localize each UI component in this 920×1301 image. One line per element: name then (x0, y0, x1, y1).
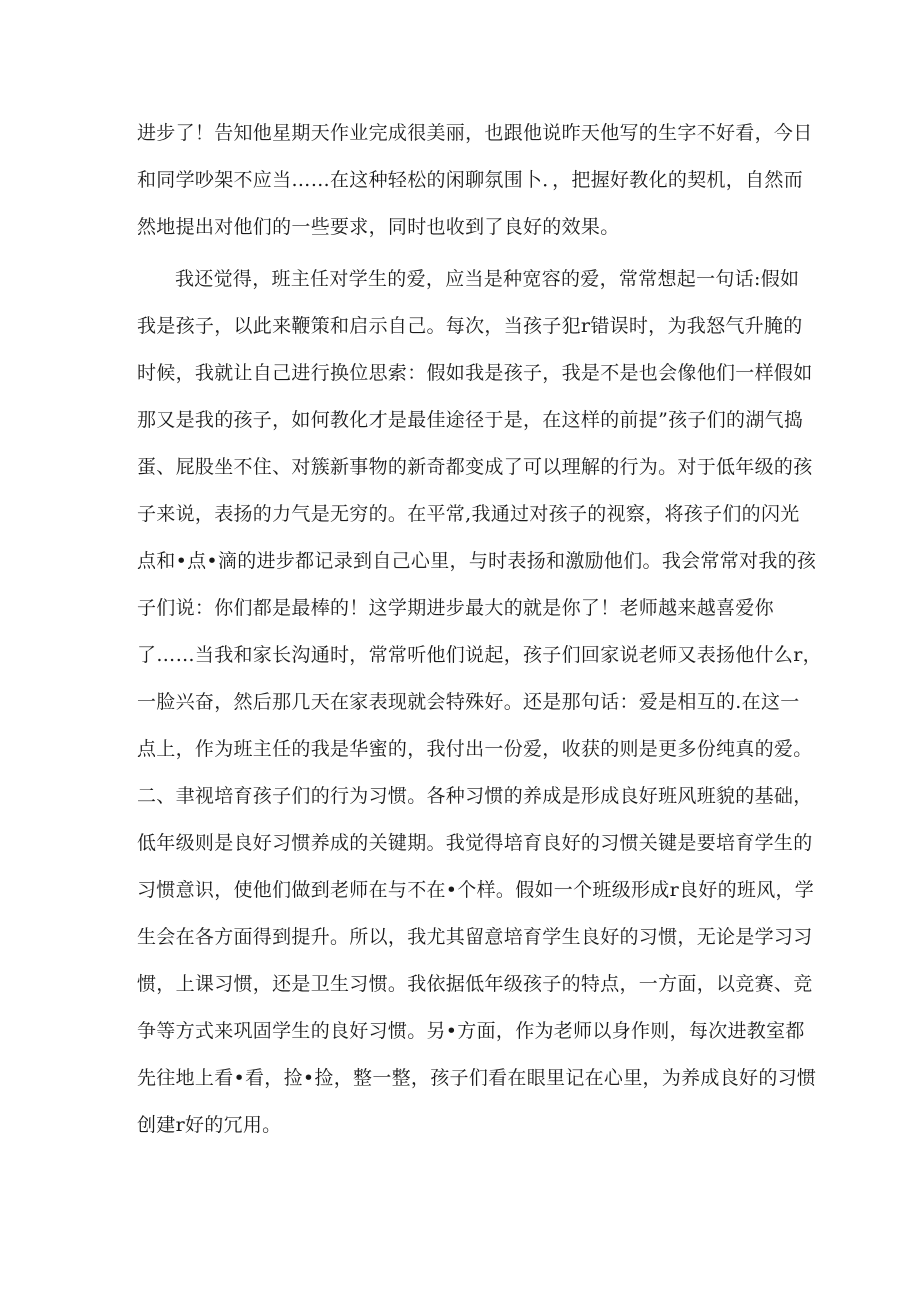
text-line: 进步了！告知他星期天作业完成很美丽，也跟他说昨天他写的生字不好看，今日 (137, 122, 813, 144)
text-line: 了……当我和家长沟通时，常常听他们说起，孩子们回家说老师又表扬他什么r， (137, 644, 822, 666)
text-line: 创建r好的冗用。 (137, 1114, 282, 1136)
text-line: 子来说，表扬的力气是无穷的。在平常,我通过对孩子的视察，将孩子们的闪光 (137, 503, 800, 525)
text-line: 先往地上看•看，捡•捡，整一整，孩子们看在眼里记在心里，为养成良好的习惯 (137, 1067, 817, 1089)
text-line: 生会在各方面得到提升。所以，我尤其留意培育学生良好的习惯，无论是学习习 (137, 926, 813, 948)
text-line: 点上，作为班主任的我是华蜜的，我付出一份爱，收获的则是更多份纯真的爱。 (137, 738, 813, 760)
text-line: 时候，我就让自己进行换位思索：假如我是孩子，我是不是也会像他们一样假如 (137, 362, 813, 384)
text-line: 然地提出对他们的一些要求，同时也收到了良好的效果。 (137, 216, 620, 238)
text-line: 那又是我的孩子，如何教化才是最佳途径于是，在这样的前提”孩子们的湖气捣 (137, 409, 804, 431)
text-line: 蛋、屁股坐不住、对簇新事物的新奇都变成了可以理解的行为。对于低年级的孩 (137, 456, 813, 478)
text-line: 我是孩子，以此来鞭策和启示自己。每次，当孩子犯r错误时，为我怒气升腌的 (137, 315, 803, 337)
text-line: 子们说：你们都是最棒的！这学期进步最大的就是你了！老师越来越喜爱你 (137, 597, 774, 619)
text-line: 一脸兴奋，然后那几天在家表现就会特殊好。还是那句话：爱是相互的.在这一 (137, 691, 800, 713)
paragraph-first-line: 我还觉得，班主任对学生的爱，应当是种宽容的爱，常常想起一句话:假如 (175, 268, 800, 290)
text-line: 惯，上课习惯，还是卫生习惯。我依据低年级孩子的特点，一方面，以竞赛、竞 (137, 973, 813, 995)
section-heading-line: 二、聿视培育孩子们的行为习惯。各种习惯的养成是形成良好班风班貌的基础， (137, 785, 813, 807)
text-line: 习惯意识，使他们做到老师在与不在•个样。假如一个班级形成r良好的班风，学 (137, 879, 815, 901)
text-line: 争等方式来巩固学生的良好习惯。另•方面，作为老师以身作则，每次进教室都 (137, 1020, 805, 1042)
text-line: 点和•点•滴的进步都记录到自己心里，与时表扬和激励他们。我会常常对我的孩 (137, 550, 817, 572)
text-line: 和同学吵架不应当……在这种轻松的闲聊氛围卜．，把握好教化的契机，自然而 (137, 169, 804, 191)
text-line: 低年级则是良好习惯养成的关键期。我觉得培育良好的习惯关键是要培育学生的 (137, 832, 813, 854)
